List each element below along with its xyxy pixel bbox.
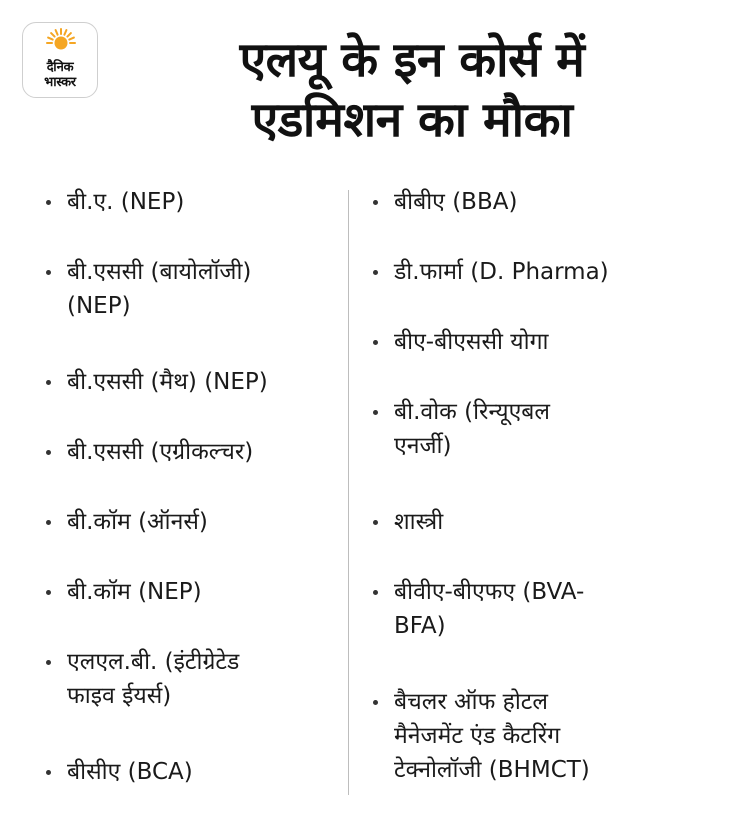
course-name-continued: फाइव ईयर्स) <box>67 683 172 709</box>
bullet-icon <box>373 590 378 595</box>
bullet-icon <box>373 520 378 525</box>
course-name: बी.वोक (रिन्यूएबल <box>394 399 551 425</box>
bullet-icon <box>373 200 378 205</box>
course-item-bca <box>46 755 193 789</box>
course-name: एलएल.बी. (इंटीग्रेटेड <box>67 649 240 675</box>
course-name: डी.फार्मा (D. Pharma) <box>394 259 609 285</box>
course-item-bsc-agriculture <box>46 435 253 469</box>
course-name-continued: मैनेजमेंट एंड कैटरिंग <box>394 723 561 749</box>
bullet-icon <box>373 410 378 415</box>
bullet-icon <box>46 200 51 205</box>
logo-text-bhaskar: भास्कर <box>44 75 76 90</box>
column-divider <box>348 190 349 795</box>
course-item-bva-bfa <box>373 575 584 643</box>
course-name: बीसीए (BCA) <box>67 759 193 785</box>
course-name: बी.एससी (बायोलॉजी) <box>67 259 252 285</box>
bullet-icon <box>46 380 51 385</box>
course-name: बीए-बीएससी योगा <box>394 329 549 355</box>
course-item-shastri <box>373 505 443 539</box>
sun-icon <box>23 23 99 63</box>
title-line-1: एलयू के इन कोर्स में <box>239 32 585 88</box>
title-line-2: एडमिशन का मौका <box>251 92 573 148</box>
bullet-icon <box>373 700 378 705</box>
course-name: बी.कॉम (NEP) <box>67 579 202 605</box>
bullet-icon <box>46 660 51 665</box>
course-name: बी.एससी (एग्रीकल्चर) <box>67 439 254 465</box>
bullet-icon <box>46 770 51 775</box>
course-name: बी.एससी (मैथ) (NEP) <box>67 369 268 395</box>
course-item-bsc-math <box>46 365 268 399</box>
bullet-icon <box>46 520 51 525</box>
course-item-llb-integrated <box>46 645 239 713</box>
bullet-icon <box>373 270 378 275</box>
dainik-bhaskar-logo <box>22 22 98 98</box>
course-name-continued: BFA) <box>394 613 446 639</box>
course-name: बैचलर ऑफ होटल <box>394 689 548 715</box>
page-title <box>112 30 712 150</box>
course-name-continued: टेक्नोलॉजी (BHMCT) <box>394 757 590 783</box>
course-item-ba-nep <box>46 185 184 219</box>
bullet-icon <box>373 340 378 345</box>
course-name-continued: एनर्जी) <box>394 433 452 459</box>
logo-text-dainik: दैनिक <box>46 60 74 75</box>
course-item-bcom-honours <box>46 505 208 539</box>
course-item-bba <box>373 185 517 219</box>
course-name: बीवीए-बीएफए (BVA- <box>394 579 585 605</box>
bullet-icon <box>46 270 51 275</box>
bullet-icon <box>46 450 51 455</box>
course-item-bcom-nep <box>46 575 202 609</box>
course-item-d-pharma <box>373 255 609 289</box>
course-item-bvoc-renewable-energy <box>373 395 550 463</box>
course-item-ba-bsc-yoga <box>373 325 548 359</box>
course-item-bsc-biology <box>46 255 251 323</box>
course-name: बीबीए (BBA) <box>394 189 518 215</box>
course-name: बी.ए. (NEP) <box>67 189 185 215</box>
course-item-bhmct <box>373 685 590 787</box>
bullet-icon <box>46 590 51 595</box>
course-name: शास्त्री <box>394 509 444 535</box>
course-name: बी.कॉम (ऑनर्स) <box>67 509 208 535</box>
course-name-continued: (NEP) <box>67 293 131 319</box>
